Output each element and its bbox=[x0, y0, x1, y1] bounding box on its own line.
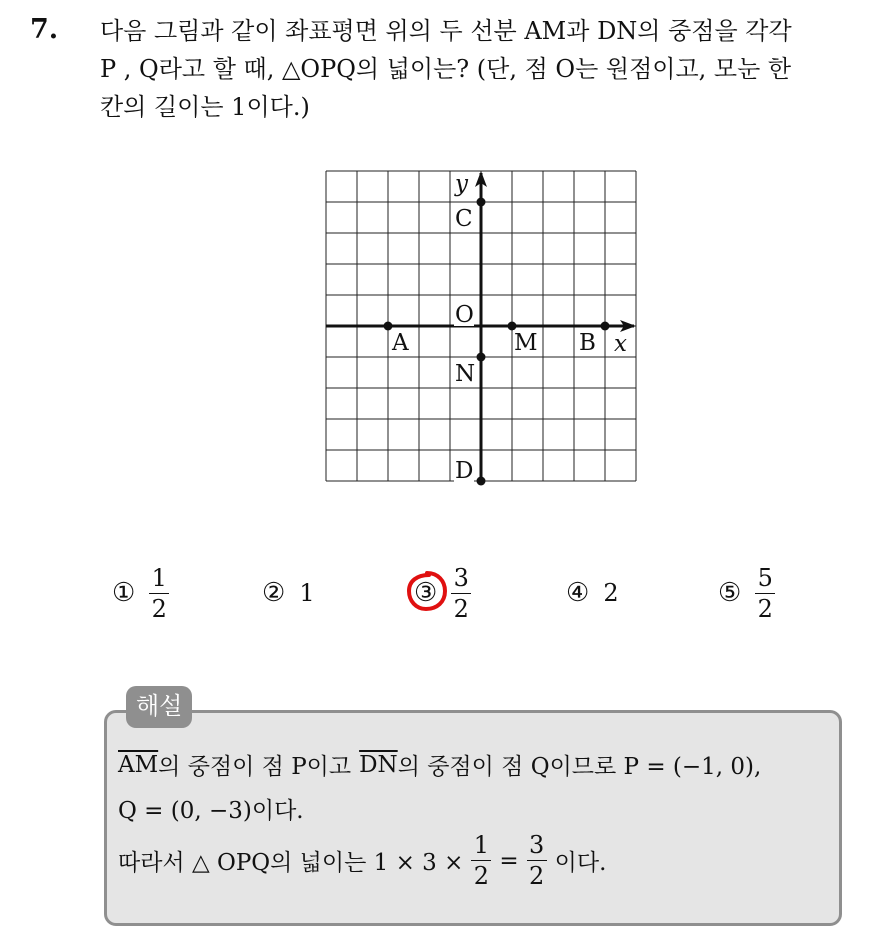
numerator: 1 bbox=[473, 831, 490, 859]
choice-2-value: 1 bbox=[299, 579, 315, 607]
explanation-line-2 bbox=[118, 792, 304, 825]
point-d bbox=[477, 477, 486, 486]
denominator: 2 bbox=[529, 862, 545, 890]
choice-1[interactable] bbox=[112, 560, 169, 626]
segment-am: $\overline{AM}$ bbox=[118, 751, 159, 778]
choice-5-denominator: 2 bbox=[757, 594, 773, 623]
question-number: 7. bbox=[30, 14, 59, 45]
explanation-text-2: 의 중점이 점 Q이므로 P = (−1, 0), bbox=[397, 754, 762, 780]
x-axis-label: x bbox=[614, 331, 627, 357]
fraction-bar bbox=[451, 593, 471, 594]
explanation-title: 해설 bbox=[126, 686, 192, 728]
choice-5[interactable] bbox=[718, 560, 775, 626]
explanation-fraction-2 bbox=[527, 832, 547, 889]
fraction-bar bbox=[755, 593, 775, 594]
point-label-m: M bbox=[514, 330, 538, 356]
explanation-text-4: 따라서 △ OPQ의 넓이는 1 × 3 × bbox=[118, 850, 464, 876]
explanation-line-1 bbox=[118, 748, 761, 781]
point-label-c: C bbox=[455, 206, 473, 232]
point-label-a: A bbox=[392, 330, 409, 356]
denominator: 2 bbox=[473, 862, 490, 890]
choice-3-mark-text: ③ bbox=[414, 578, 438, 608]
choice-1-fraction bbox=[149, 565, 169, 622]
choice-5-mark: ⑤ bbox=[718, 578, 742, 608]
choice-4-value: 2 bbox=[603, 579, 619, 607]
explanation-text-5: 이다. bbox=[554, 850, 607, 876]
selected-answer-circle-icon bbox=[405, 569, 449, 613]
question-line-2: P , Q라고 할 때, △OPQ의 넓이는? (단, 점 O는 원점이고, 모눈 한 bbox=[100, 55, 792, 83]
equals-sign: = bbox=[499, 847, 519, 874]
choice-1-denominator: 2 bbox=[151, 594, 167, 623]
explanation-line-3 bbox=[118, 832, 606, 889]
point-label-d: D bbox=[455, 458, 474, 484]
choice-3-denominator: 2 bbox=[453, 594, 469, 623]
point-c bbox=[477, 198, 486, 207]
explanation-fraction-1 bbox=[471, 832, 491, 889]
question-line-3: 칸의 길이는 1이다.) bbox=[100, 93, 310, 121]
choice-5-fraction bbox=[755, 565, 775, 622]
explanation-text-1: 의 중점이 점 P이고 bbox=[158, 754, 352, 780]
choice-4[interactable] bbox=[566, 560, 619, 626]
choice-3-numerator: 3 bbox=[453, 563, 469, 592]
question-line-1: 다음 그림과 같이 좌표평면 위의 두 선분 AM과 DN의 중점을 각각 bbox=[100, 17, 792, 45]
point-n bbox=[477, 353, 486, 362]
choice-5-numerator: 5 bbox=[757, 563, 773, 592]
explanation-text-3: Q = (0, −3)이다. bbox=[118, 798, 304, 824]
fraction-bar bbox=[471, 860, 491, 861]
choice-4-mark: ④ bbox=[566, 578, 590, 608]
coordinate-graph bbox=[323, 168, 643, 488]
point-label-b: B bbox=[579, 330, 596, 356]
choice-1-numerator: 1 bbox=[151, 563, 167, 592]
fraction-bar bbox=[149, 593, 169, 594]
point-b bbox=[601, 322, 610, 331]
choice-3[interactable] bbox=[414, 560, 471, 626]
choice-2-mark: ② bbox=[262, 578, 286, 608]
numerator: 3 bbox=[529, 831, 545, 859]
answer-choices bbox=[0, 560, 884, 630]
y-axis-label: y bbox=[455, 171, 468, 197]
segment-dn: $\overline{DN}$ bbox=[359, 751, 398, 778]
point-label-o: O bbox=[455, 302, 474, 328]
question-text bbox=[100, 12, 870, 126]
fraction-bar bbox=[527, 860, 547, 861]
choice-3-mark bbox=[414, 578, 437, 608]
choice-1-mark: ① bbox=[112, 578, 136, 608]
point-label-n: N bbox=[455, 361, 476, 387]
choice-3-fraction bbox=[451, 565, 471, 622]
choice-2[interactable] bbox=[262, 560, 315, 626]
